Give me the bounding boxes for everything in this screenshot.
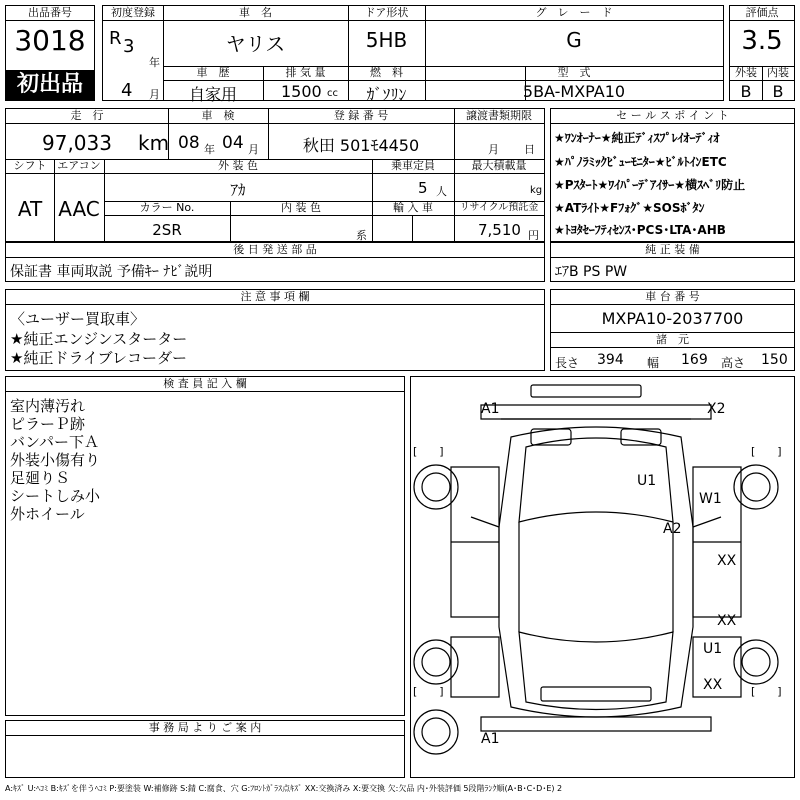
int-color-unit: 系 [356, 229, 367, 242]
transfer-day: 日 [524, 143, 535, 156]
capacity-unit: 人 [436, 185, 447, 198]
first-listing-badge: 初出品 [6, 70, 94, 100]
cc-unit: cc [327, 88, 338, 99]
inspector-line-6: シートしみ小 [10, 487, 101, 505]
sales-point-5: ★ﾄﾖﾀｾｰﾌﾃｨｾﾝｽ･PCS･LTA･AHB [554, 223, 726, 237]
inspection-month-unit: 月 [248, 143, 259, 156]
mark-w1: W1 [699, 491, 722, 507]
door-label: ドア形状 [364, 6, 409, 19]
legend-footer: A:ｷｽﾞ U:ﾍｺﾐ B:ｷｽﾞを伴うﾍｺﾐ P:要塗装 W:補修跡 S:錆 C:腐食、穴 G:ﾌﾛﾝﾄｶﾞﾗｽ点ｷｽﾞ XX:交換済み X:要交換 欠:欠品 内･外装評価 5段階ﾗﾝｸ順(A･B･C･D･E) 2 [5, 784, 563, 793]
reg-number: 秋田 501ﾓ4450 [302, 136, 420, 155]
grade: G [566, 28, 582, 52]
inspection-label: 車 検 [201, 109, 235, 122]
inspector-line-4: 外装小傷有り [10, 451, 101, 469]
notes-box [5, 289, 545, 371]
inspector-line-7: 外ホイール [10, 505, 85, 523]
month-unit: 月 [149, 88, 160, 101]
inspector-line-1: 室内薄汚れ [10, 397, 86, 415]
sales-point-4: ★ATﾗｲﾄ★Fﾌｫｸﾞ★SOSﾎﾞﾀﾝ [554, 201, 705, 215]
import-label: 輸 入 車 [393, 201, 433, 214]
km-unit: km [138, 131, 170, 155]
bracket-right-bottom: [ ] [751, 685, 782, 698]
notes-title: 注 意 事 項 欄 [6, 290, 544, 305]
lot-box [5, 5, 95, 101]
recycle-label: リサイクル預託金 [459, 202, 539, 213]
displacement: 1500 [281, 82, 322, 101]
width-label: 幅 [647, 356, 660, 370]
exterior-color: ｱｶ [230, 181, 246, 199]
capacity: 5 [418, 179, 428, 197]
parts-title: 後 日 発 送 部 品 [6, 243, 544, 258]
displacement-label: 排 気 量 [285, 66, 326, 79]
height: 150 [761, 352, 788, 368]
recycle-amount: 7,510 [478, 221, 521, 239]
door-type: 5HB [365, 28, 408, 52]
mark-xx-2: XX [717, 613, 737, 629]
fuel-label: 燃 料 [370, 66, 403, 79]
int-label: 内装 [767, 66, 789, 79]
equipment-box [550, 242, 795, 282]
ac-label: エアコン [57, 159, 101, 172]
sales-point-3: ★Pｽﾀｰﾄ★ﾜｲﾊﾟｰﾃﾞｱｲｻｰ★横ｽﾍﾞﾘ防止 [554, 178, 746, 192]
length-label: 長さ [555, 356, 580, 370]
inspector-title: 検 査 員 記 入 欄 [6, 377, 404, 392]
reg-month: 4 [121, 80, 133, 101]
score: 3.5 [741, 26, 783, 56]
model: 5BA-MXPA10 [522, 82, 626, 101]
score-label: 評価点 [730, 6, 794, 21]
color-no-label: カラー No. [139, 201, 195, 214]
chassis-box [550, 289, 795, 371]
shift: AT [17, 197, 43, 221]
office-title: 事 務 局 よ り ご 案 内 [6, 721, 404, 736]
width: 169 [681, 352, 708, 368]
score-box [729, 5, 795, 101]
car-name: ヤリス [225, 32, 286, 56]
inspector-line-3: バンパー下Ａ [10, 433, 99, 451]
first-reg-label: 初度登録 [111, 6, 155, 19]
inspection-year-unit: 年 [204, 143, 215, 156]
air-conditioner: AAC [58, 197, 100, 221]
int-color-label: 内 装 色 [281, 201, 321, 214]
damage-diagram-box [410, 376, 795, 778]
bracket-right-top: [ ] [751, 445, 782, 458]
lot-number: 3018 [14, 24, 86, 57]
color-no: 2SR [152, 221, 182, 239]
reg-year: 3 [123, 36, 135, 57]
grade-label: グ レ ー ド [535, 6, 613, 19]
inspection-month: 04 [222, 133, 244, 153]
inspector-line-2: ピラーＰ跡 [10, 415, 86, 433]
mark-a1-bottom: A1 [481, 731, 500, 747]
recycle-unit: 円 [528, 229, 539, 242]
era: R [109, 28, 122, 49]
mark-xx-1: XX [717, 553, 737, 569]
equipment-title: 純 正 装 備 [551, 243, 794, 258]
detail-box [5, 108, 545, 242]
inspector-line-5: 足廻りＳ [10, 469, 71, 487]
equipment-text: ｴｱB PS PW [555, 264, 628, 280]
load-label: 最大積載量 [471, 159, 527, 172]
sales-point-2: ★ﾊﾟﾉﾗﾐｯｸﾋﾞｭｰﾓﾆﾀｰ★ﾋﾞﾙﾄｲﾝETC [554, 155, 727, 169]
sales-point-1: ★ﾜﾝｵｰﾅｰ★純正ﾃﾞｨｽﾌﾟﾚｲｵｰﾃﾞｨｵ [554, 131, 720, 145]
chassis-title: 車 台 番 号 [551, 290, 794, 305]
transfer-label: 譲渡書類期限 [466, 109, 532, 122]
fuel: ｶﾞｿﾘﾝ [366, 85, 407, 104]
load-unit: kg [530, 185, 543, 196]
length: 394 [597, 352, 624, 368]
height-label: 高さ [721, 356, 746, 370]
color-label: 外 装 色 [218, 159, 258, 172]
history: 自家用 [188, 85, 237, 104]
inspector-box [5, 376, 405, 716]
parts-text: 保証書 車両取説 予備ｷｰ ﾅﾋﾞ説明 [10, 264, 213, 280]
history-label: 車 歴 [196, 66, 230, 79]
note-line-1: 〈ユーザー買取車〉 [10, 310, 146, 328]
ext-label: 外装 [735, 66, 757, 79]
car-diagram [411, 377, 794, 777]
shift-label: シフト [13, 159, 47, 172]
specs-title: 諸 元 [551, 332, 794, 348]
mileage: 97,033 [42, 131, 112, 155]
ext-grade: B [740, 82, 752, 101]
parts-box [5, 242, 545, 282]
mark-x2: X2 [707, 401, 726, 417]
model-label: 型 式 [557, 66, 591, 79]
mileage-label: 走 行 [70, 109, 104, 122]
mark-u1-upper: U1 [637, 473, 657, 489]
transfer-month: 月 [488, 143, 499, 156]
chassis-number: MXPA10-2037700 [601, 309, 744, 328]
bracket-left-bottom: [ ] [413, 685, 444, 698]
year-unit: 年 [149, 56, 160, 69]
sales-points-title: セ ー ル ス ポ イ ン ト [551, 109, 794, 124]
name-label: 車 名 [239, 6, 272, 19]
int-grade: B [772, 82, 784, 101]
sales-points-box [550, 108, 795, 242]
bracket-left-top: [ ] [413, 445, 444, 458]
mark-a1-top: A1 [481, 401, 500, 417]
inspection-year: 08 [178, 133, 200, 153]
main-header-box [102, 5, 724, 104]
lot-label: 出品番号 [6, 6, 94, 21]
mark-a2: A2 [663, 521, 682, 537]
mark-u1-lower: U1 [703, 641, 723, 657]
capacity-label: 乗車定員 [391, 159, 435, 172]
note-line-3: ★純正ドライブレコーダー [10, 349, 187, 367]
mark-xx-3: XX [703, 677, 723, 693]
reg-label: 登 録 番 号 [333, 109, 389, 122]
note-line-2: ★純正エンジンスターター [10, 330, 188, 348]
office-box [5, 720, 405, 778]
